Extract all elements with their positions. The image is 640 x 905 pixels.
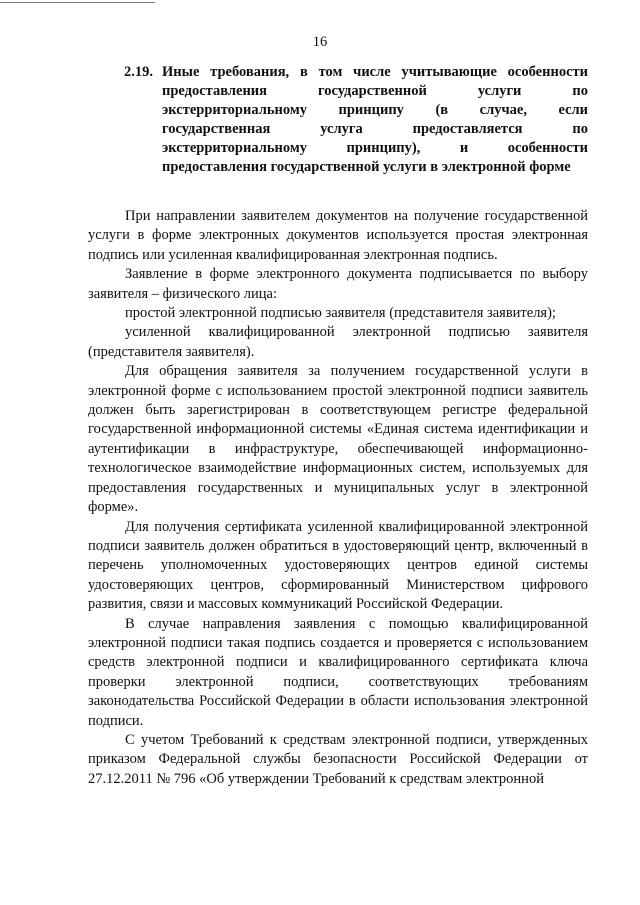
body-text	[88, 207, 588, 789]
paragraph: Заявление в форме электронного документа подписывается по выбору заявителя – физического лица:	[88, 266, 588, 302]
paragraph: В случае направления заявления с помощью квалифицированной электронной подписи такая подпись создается и проверяется с использованием средств электронной подписи и квалифицированного сертификата ключа проверки электронной подписи, соответствующих требованиям законодательства Российской Федерации в области использования электронной подписи.	[88, 615, 588, 729]
paragraph: При направлении заявителем документов на получение государственной услуги в форме электронных документов используется простая электронная подпись или усиленная квалифицированная электронная подпись.	[88, 208, 588, 263]
paragraph: С учетом Требований к средствам электронной подписи, утвержденных приказом Федеральной службы безопасности Российской Федерации от 27.12.2011 № 796 «Об утверждении Требований к средствам электронной	[88, 731, 588, 787]
section-number: 2.19.	[124, 64, 153, 80]
top-rule-line	[0, 2, 155, 3]
section-heading	[124, 63, 588, 177]
section-title: Иные требования, в том числе учитывающие особенности предоставления государственной услуги по экстерриториальному принципу (в случае, если государственная услуга предоставляется по экстерриториальному принципу), и особенности предоставления государственной услуги в электронной форме	[162, 64, 588, 175]
paragraph: Для обращения заявителя за получением государственной услуги в электронной форме с использованием простой электронной подписи заявитель должен быть зарегистрирован в соответствующем регистре федеральной государственной информационной системы «Единая система идентификации и аутентификации в инфраструктуре, обеспечивающей информационно-технологическое взаимодействие информационных систем, используемых для предоставления государственных и муниципальных услуг в электронной форме».	[88, 363, 588, 516]
page-number: 16	[312, 34, 328, 50]
paragraph: простой электронной подписью заявителя (представителя заявителя);	[125, 305, 556, 322]
paragraph: усиленной квалифицированной электронной подписью заявителя (представителя заявителя).	[88, 324, 588, 360]
paragraph: Для получения сертификата усиленной квалифицированной электронной подписи заявитель должен обратиться в удостоверяющий центр, включенный в перечень уполномоченных удостоверяющих центров единой системы удостоверяющих центров, сформированный Министерством цифрового развития, связи и массовых коммуникаций Российской Федерации.	[88, 518, 588, 613]
